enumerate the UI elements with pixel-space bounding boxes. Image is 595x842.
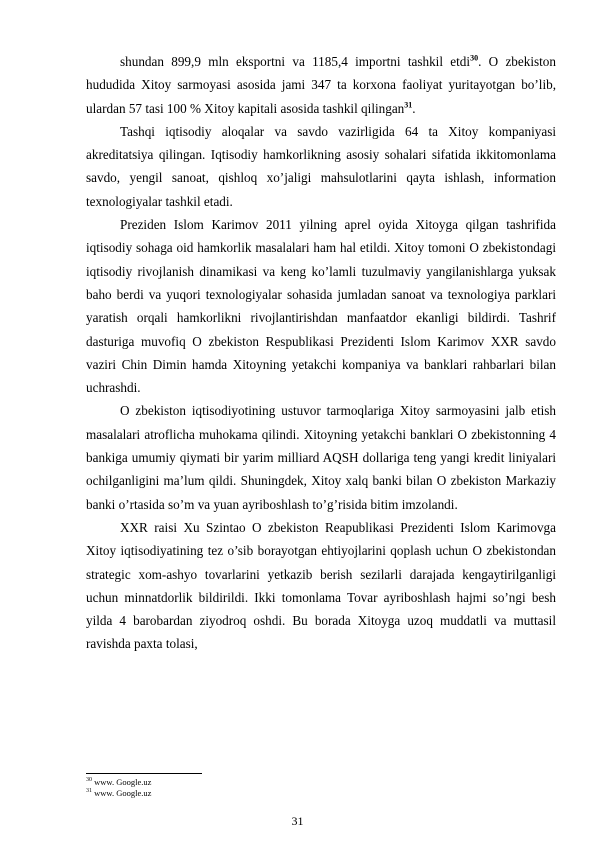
paragraph-text: shundan 899,9 mln eksportni va 1185,4 importni tashkil etdi — [120, 54, 471, 69]
paragraph-text: . O zbekiston hududida Xitoy sarmoyasi asosida jami 347 ta korxona faoliyat yuritayotgan bo’lib, ulardan 57 tasi 100 % Xitoy kapitali asosida tashkil qilingan — [86, 54, 556, 116]
footnote-separator — [86, 773, 202, 774]
paragraph — [86, 50, 556, 120]
footnote-number: 31 — [86, 788, 92, 795]
footnote-reference[interactable]: 30 — [470, 53, 479, 63]
footnote-item — [86, 788, 151, 799]
paragraph — [86, 399, 556, 515]
footnote-text: www. Google.uz — [94, 788, 152, 798]
paragraph — [86, 213, 556, 399]
footnote-reference[interactable]: 31 — [404, 100, 413, 110]
paragraph-text: . — [412, 100, 416, 116]
page-number: 31 — [291, 814, 304, 828]
paragraph-text: Tashqi iqtisodiy aloqalar va savdo vazirligida 64 ta Xitoy kompaniyasi akreditatsiya qilingan. Iqtisodiy hamkorlikning asosiy sohalari sifatida ikkitomonlama savdo, yengil sanoat, qishloq xo’jaligi mahsulotlarini qayta ishlash, information texnologiyalar tashkil etadi. — [86, 123, 556, 209]
paragraph-text: Preziden Islom Karimov 2011 yilning aprel oyida Xitoyga qilgan tashrifida iqtisodiy sohaga oid hamkorlik masalalari ham hal etildi. Xitoy tomoni O zbekistondagi iqtisodiy rivojlanish dinamikasi va keng ko’lamli tuzulmaviy yangilanishlarga yuksak baho berdi va yuqori texnologiyalar sohasida jumladan sanoat va texnologiya parklari yaratish orqali hamkorlikni rivojlantirishdan manfaatdor ekanligi bildirdi. Tashrif dasturiga muvofiq O zbekiston Respublikasi Prezidenti Islom Karimov XXR savdo vaziri Chin Dimin hamda Xitoyning yetakchi kompaniya va banklari rahbarlari bilan uchrashdi. — [86, 217, 556, 396]
footnote-item — [86, 777, 151, 788]
paragraph — [86, 120, 556, 213]
paragraph — [86, 516, 556, 656]
paragraph-text: O zbekiston iqtisodiyotining ustuvor tarmoqlariga Xitoy sarmoyasini jalb etish masalalari atroflicha muhokama qilindi. Xitoyning yetakchi banklari O zbekistonning 4 bankiga umumiy qiymati bir yarim milliard AQSH dollariga teng yangi kredit liniyalari ochilganligini ma’lum qildi. Shuningdek, Xitoy xalq banki bilan O zbekiston Markaziy banki o’rtasida so’m va yuan ayriboshlash to’g’risida bitim imzolandi. — [86, 403, 556, 512]
footnote-text: www. Google.uz — [94, 777, 152, 787]
footnotes — [86, 777, 151, 799]
paragraph-text: XXR raisi Xu Szintao O zbekiston Reapublikasi Prezidenti Islom Karimovga Xitoy iqtisodiyatining tez o’sib borayotgan ehtiyojlarini qoplash uchun O zbekistondan strategic xom-ashyo tovarlarini yetkazib berish sezilarli darajada kengaytirilganligi uchun minnatdorlik bildirildi. Ikki tomonlama Tovar ayriboshlash hajmi so’ngi besh yilda 4 barobardan ziyodroq oshdi. Bu borada Xitoyga uzoq muddatli va muttasil ravishda paxta tolasi, — [86, 519, 556, 652]
body-text — [86, 50, 556, 656]
footnote-number: 30 — [86, 777, 92, 784]
